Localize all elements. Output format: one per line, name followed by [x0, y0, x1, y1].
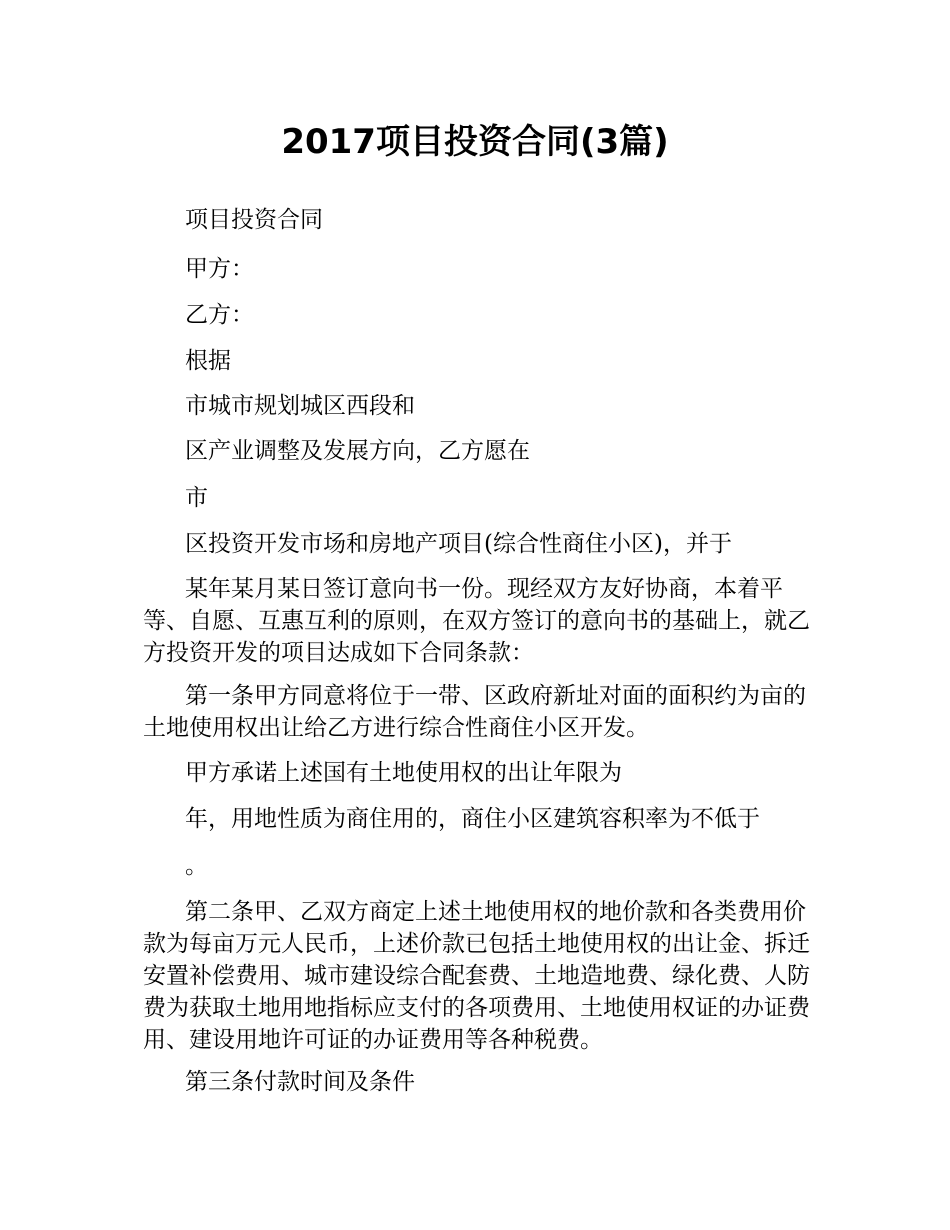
paragraph-contract-heading: 项目投资合同: [185, 207, 323, 233]
paragraph: 区产业调整及发展方向，乙方愿在: [185, 438, 530, 464]
paragraph: 某年某月某日签订意向书一份。现经双方友好协商，本着平等、自愿、互惠互利的原则，在双方签订的意向书的基础上，就乙方投资开发的项目达成如下合同条款：: [143, 576, 810, 666]
paragraph-article-1: 第一条甲方同意将位于一带、区政府新址对面的面积约为亩的土地使用权出让给乙方进行综合性商住小区开发。: [143, 683, 806, 741]
paragraph-party-b: 乙方：: [185, 302, 254, 328]
paragraph-article-2: 第二条甲、乙双方商定上述土地使用权的地价款和各类费用价款为每亩万元人民币，上述价款已包括土地使用权的出让金、拆迁安置补偿费用、城市建设综合配套费、土地造地费、绿化费、人防费为获取土地用地指标应支付的各项费用、土地使用权证的办证费用、建设用地许可证的办证费用等各种税费。: [143, 899, 810, 1053]
document-title: 2017项目投资合同(3篇): [281, 122, 669, 162]
paragraph: 区投资开发市场和房地产项目(综合性商住小区)，并于: [185, 531, 732, 557]
paragraph: 市城市规划城区西段和: [185, 393, 415, 419]
paragraph: 年，用地性质为商住用的，商住小区建筑容积率为不低于: [185, 806, 760, 832]
paragraph: 市: [185, 485, 208, 511]
paragraph-party-a: 甲方：: [185, 256, 254, 282]
paragraph: 甲方承诺上述国有土地使用权的出让年限为: [185, 760, 622, 786]
paragraph: 。: [185, 853, 208, 879]
paragraph: 根据: [185, 348, 231, 374]
paragraph-article-3: 第三条付款时间及条件: [185, 1069, 415, 1095]
